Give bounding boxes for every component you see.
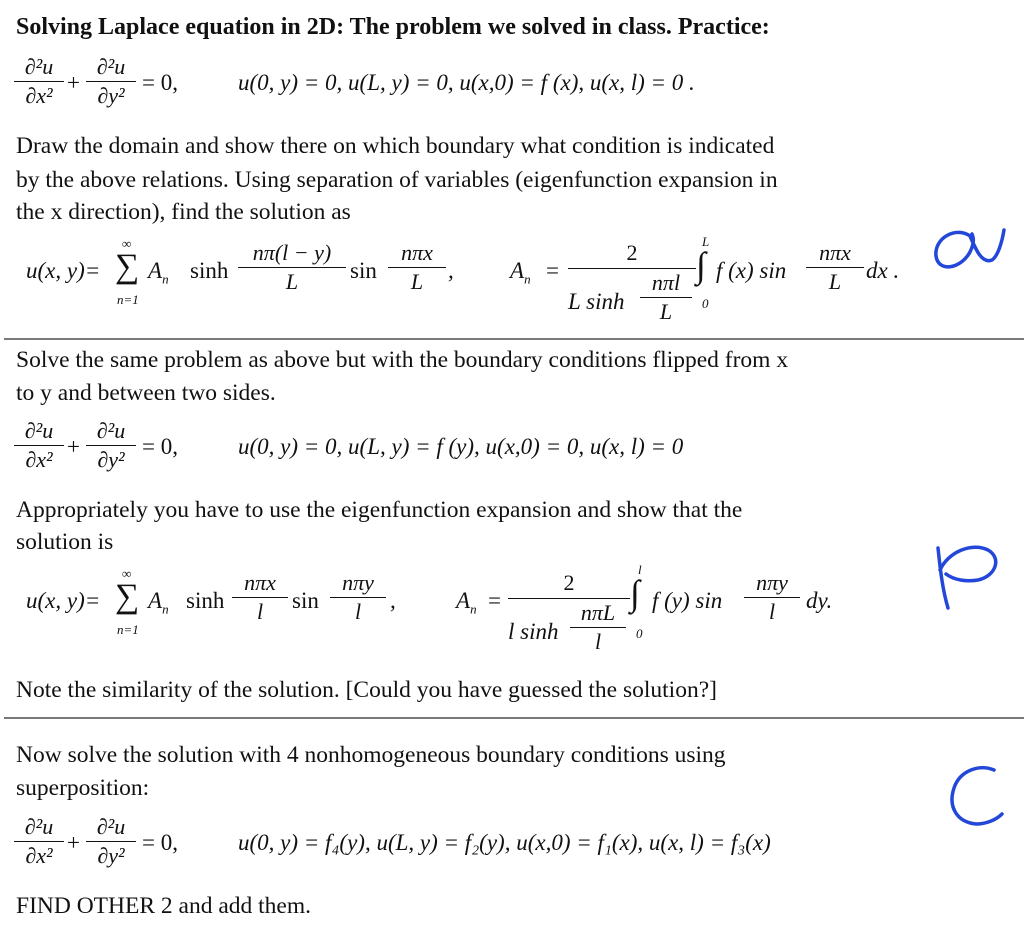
pde2-term-y <box>86 418 136 473</box>
sol2-coef-letter: A <box>148 588 163 613</box>
s3-final: FIND OTHER 2 and add them. <box>16 893 312 919</box>
separator-1 <box>4 338 1024 340</box>
sol1-sinh-bar <box>238 267 346 268</box>
pde3-plus: + <box>67 830 80 855</box>
pde2-den-x: ∂x² <box>25 447 53 472</box>
pde2-term-x <box>14 418 64 473</box>
int2-sin-arg <box>744 570 800 625</box>
pde1-rhs: = 0, <box>142 70 178 95</box>
an2-num: 2 <box>563 570 575 595</box>
sol1-sinh: sinh <box>190 258 229 283</box>
pde3-num-y: ∂²u <box>96 814 126 839</box>
sol1-sin-num: nπx <box>401 240 433 265</box>
int1-sign: ∫ <box>696 245 706 285</box>
s1-instr-line1: Draw the domain and show there on which boundary what condition is indicated <box>16 133 775 159</box>
pde1-num-x: ∂²u <box>24 54 54 79</box>
pde2-num-y: ∂²u <box>96 418 126 443</box>
int2-sin-num: nπy <box>756 570 788 595</box>
sol2-sin-num: nπy <box>342 570 374 595</box>
pde3-bar-y <box>86 841 136 842</box>
separator-2 <box>4 717 1024 719</box>
pde3-term-y <box>86 814 136 869</box>
pde2-num-x: ∂²u <box>24 418 54 443</box>
s3-line1: Now solve the solution with 4 nonhomogeneous boundary conditions using <box>16 742 726 768</box>
int1-sin-den: L <box>828 269 842 294</box>
sol2-coef-sub: n <box>162 601 169 617</box>
sol1-sinh-num: nπ(l − y) <box>252 240 332 265</box>
sol2-sinh-den: l <box>256 599 264 624</box>
pde2-bar-y <box>86 445 136 446</box>
int1-lower: 0 <box>702 296 709 311</box>
sol2-sinh-bar <box>232 597 288 598</box>
sol2-sin-den: l <box>354 599 362 624</box>
sol2-sum-upper: ∞ <box>122 566 132 581</box>
pde3-den-y: ∂y² <box>97 843 125 868</box>
sol2-coef <box>148 588 169 618</box>
int2-upper: l <box>638 562 642 577</box>
s3-line2: superposition: <box>16 775 150 801</box>
s2-instr-line1: Appropriately you have to use the eigenfunction expansion and show that the <box>16 497 743 523</box>
int2-integrand: f (y) sin <box>652 588 723 613</box>
pde3-den-x: ∂x² <box>25 843 53 868</box>
int2-tail: dy. <box>806 588 833 613</box>
s1-instr-line2: by the above relations. Using separation of variables (eigenfunction expansion in <box>16 167 778 193</box>
s2-instr-line2: solution is <box>16 529 114 555</box>
an1-den-sinh: L sinh <box>568 289 625 314</box>
int2-sin-den: l <box>768 599 776 624</box>
sol1-coef <box>148 258 169 288</box>
handwritten-c-mark <box>940 760 1010 832</box>
int1-integrand: f (x) sin <box>716 258 787 283</box>
pde3-rhs: = 0, <box>142 830 178 855</box>
an1-den-arg <box>640 270 692 325</box>
sol2-sin-arg <box>330 570 386 625</box>
sol1-coef-sub: n <box>162 271 169 287</box>
pde1-den-x: ∂x² <box>25 83 53 108</box>
sol1-sin: sin <box>350 258 377 283</box>
sol2-sum-sign: ∑ <box>115 578 140 615</box>
sol1-lhs: u(x, y)= <box>26 258 101 283</box>
pde2-rhs: = 0, <box>142 434 178 459</box>
an1-bar <box>568 268 696 269</box>
pde2-den-y: ∂y² <box>97 447 125 472</box>
pde3-num-x: ∂²u <box>24 814 54 839</box>
sol1-sinh-arg <box>238 240 346 295</box>
an2-bar <box>508 598 630 599</box>
bc1: u(0, y) = 0, u(L, y) = 0, u(x,0) = f (x), u(x, l) = 0 . <box>238 70 695 95</box>
sol1-sum-sign: ∑ <box>115 248 140 285</box>
sol1-sin-arg <box>388 240 446 295</box>
an2-den-num: nπL <box>580 600 616 625</box>
an2-den-den: l <box>594 629 602 654</box>
int2-lower: 0 <box>636 626 643 641</box>
an1-lhs <box>510 258 531 288</box>
int1-sin-num: nπx <box>819 240 851 265</box>
an1-den-den: L <box>659 299 673 324</box>
sol1-sin-bar <box>388 267 446 268</box>
sol1-sum-upper: ∞ <box>122 236 132 251</box>
sol1-sinh-den: L <box>285 269 299 294</box>
pde1-den-y: ∂y² <box>97 83 125 108</box>
int1-sin-bar <box>806 267 864 268</box>
int1-tail: dx . <box>866 258 900 283</box>
sol1-comma: , <box>448 258 454 283</box>
pde1-term-x <box>14 54 64 109</box>
pde1-plus: + <box>67 70 80 95</box>
section1-title: Solving Laplace equation in 2D: The problem we solved in class. Practice: <box>16 14 770 40</box>
sol2-comma: , <box>390 588 396 613</box>
sol2-lhs: u(x, y)= <box>26 588 101 613</box>
an1-eq: = <box>546 258 559 283</box>
an2-lhs <box>456 588 477 618</box>
an2-sub: n <box>470 601 477 617</box>
sol2-sinh-arg <box>232 570 288 625</box>
pde3-term-x <box>14 814 64 869</box>
int1-upper: L <box>702 234 710 249</box>
sol2-sin: sin <box>292 588 319 613</box>
sol1-sum-lower: n=1 <box>117 292 139 307</box>
s2-note: Note the similarity of the solution. [Could you have guessed the solution?] <box>16 677 717 703</box>
an1-den-bar <box>640 297 692 298</box>
an2-den-arg <box>570 600 626 655</box>
pde3-bar-x <box>14 841 64 842</box>
an1-sub: n <box>524 271 531 287</box>
pde1-term-y <box>86 54 136 109</box>
pde1-num-y: ∂²u <box>96 54 126 79</box>
sol2-sinh-num: nπx <box>244 570 276 595</box>
pde1-bar-y <box>86 81 136 82</box>
an2-den-bar <box>570 627 626 628</box>
an2-letter: A <box>456 588 471 613</box>
int1-sin-arg <box>806 240 864 295</box>
int2-sin-bar <box>744 597 800 598</box>
s2-line1: Solve the same problem as above but with the boundary conditions flipped from x <box>16 347 789 373</box>
an2-den-sinh: l sinh <box>508 619 559 644</box>
pde2-plus: + <box>67 434 80 459</box>
an1-den-num: nπl <box>651 270 681 295</box>
sol1-sin-den: L <box>410 269 424 294</box>
s2-line2: to y and between two sides. <box>16 380 276 406</box>
an2-eq: = <box>488 588 501 613</box>
an1-letter: A <box>510 258 525 283</box>
handwritten-a-mark <box>926 222 1008 278</box>
bc2: u(0, y) = 0, u(L, y) = f (y), u(x,0) = 0, u(x, l) = 0 <box>238 434 684 459</box>
int2-sign: ∫ <box>630 573 640 613</box>
pde1-bar-x <box>14 81 64 82</box>
sol2-sin-bar <box>330 597 386 598</box>
bc3: u(0, y) = f₄(y), u(L, y) = f₂(y), u(x,0) = f₁(x), u(x, l) = f₃(x) <box>238 830 771 855</box>
sol2-sum-lower: n=1 <box>117 622 139 637</box>
an1-num: 2 <box>626 240 638 265</box>
s1-instr-line3: the x direction), find the solution as <box>16 199 351 225</box>
sol1-coef-letter: A <box>148 258 163 283</box>
handwritten-b-mark <box>926 540 1006 612</box>
pde2-bar-x <box>14 445 64 446</box>
sol2-sinh: sinh <box>186 588 225 613</box>
